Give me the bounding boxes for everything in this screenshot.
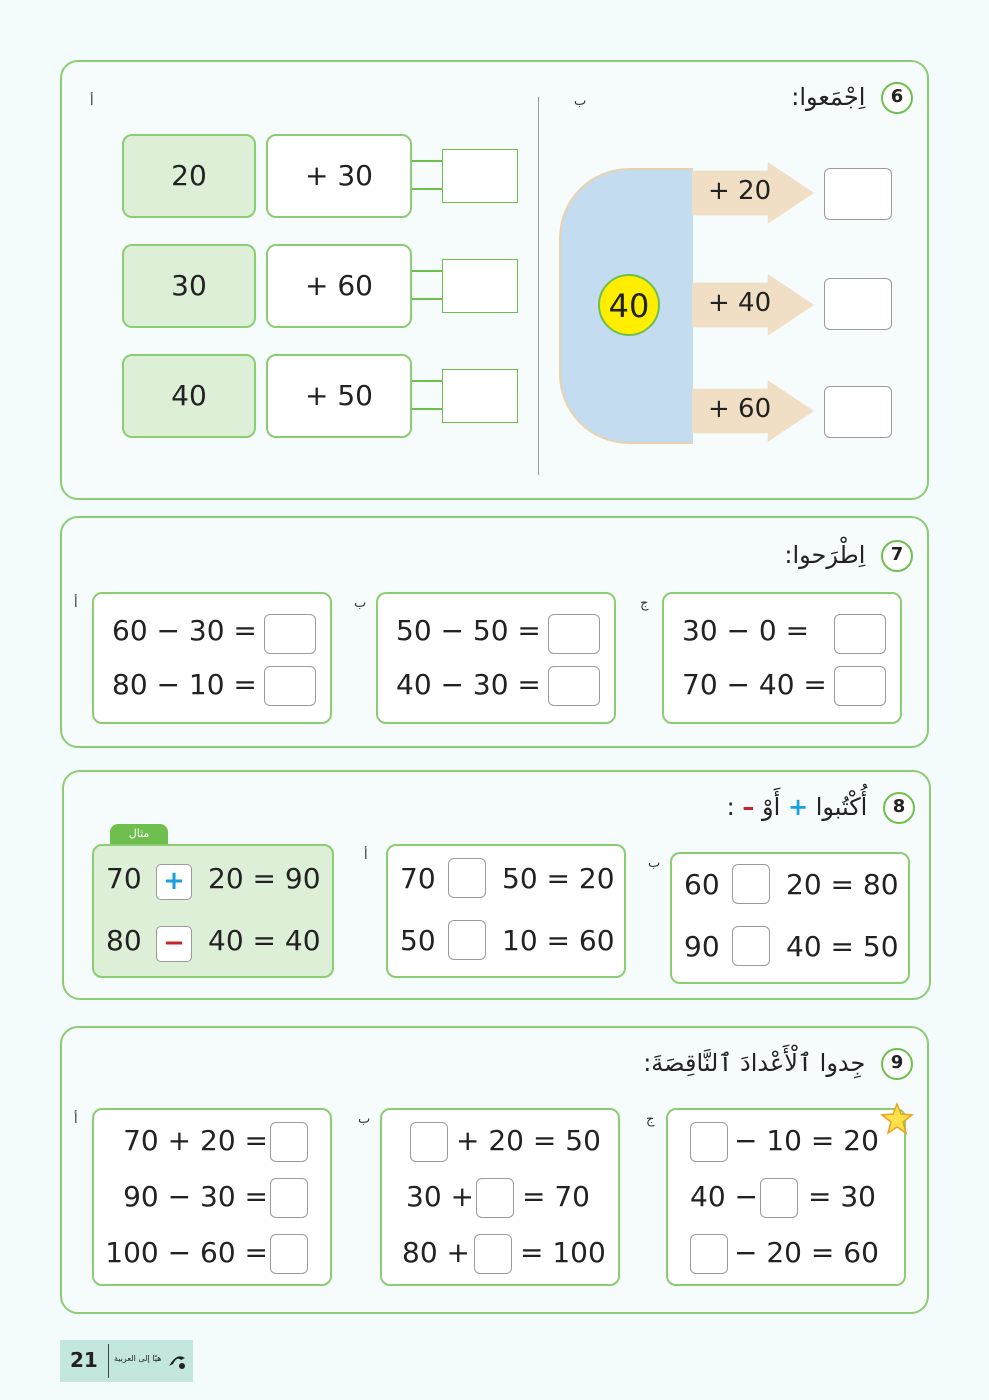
right-part: 50 = 20: [502, 862, 615, 895]
answer-box[interactable]: [410, 1122, 448, 1162]
star-icon: [880, 1102, 914, 1136]
q6-second-number: + 60: [266, 244, 412, 328]
equation: 100 − 60 =: [105, 1236, 268, 1269]
q9-tag-b: ب: [358, 1112, 371, 1127]
answer-box[interactable]: [264, 666, 316, 706]
q8-plus-sign: +: [787, 793, 809, 821]
brand-logo-icon: [166, 1350, 188, 1372]
answer-box[interactable]: [834, 666, 886, 706]
q7-tag-c: ج: [640, 596, 649, 611]
example-label: مثال: [110, 824, 168, 844]
left-number: 70: [400, 862, 436, 895]
q8-group-a: [386, 844, 626, 978]
q8-example-box: [92, 844, 334, 978]
section-8: [62, 770, 931, 1000]
q6-answer-box[interactable]: [442, 369, 518, 423]
example-op-minus: −: [156, 926, 192, 962]
arrow-label: + 20: [708, 176, 772, 206]
operator-box[interactable]: [732, 864, 770, 904]
right-part: 20 = 80: [786, 868, 899, 901]
answer-box[interactable]: [834, 614, 886, 654]
section-6: [60, 60, 929, 500]
answer-box[interactable]: [474, 1234, 512, 1274]
example-right: 20 = 90: [208, 862, 321, 895]
connector: [412, 160, 442, 190]
arrow-label: + 60: [708, 394, 772, 424]
equation-after: − 20 = 60: [734, 1236, 879, 1269]
q7-title: [784, 540, 913, 572]
q8-minus-sign: –: [742, 793, 755, 821]
right-part: 40 = 50: [786, 930, 899, 963]
equation-after: + 20 = 50: [456, 1124, 601, 1157]
equation: 30 − 0 =: [682, 614, 810, 647]
divider: [538, 97, 539, 475]
answer-box[interactable]: [270, 1178, 308, 1218]
answer-box[interactable]: [548, 666, 600, 706]
example-left: 70: [106, 862, 142, 895]
q6-first-number: 20: [122, 134, 256, 218]
q6-second-number: + 30: [266, 134, 412, 218]
section-9: [60, 1026, 929, 1314]
q6-right-answer-box[interactable]: [824, 278, 892, 330]
equation-before: 40 −: [690, 1180, 758, 1213]
equation-after: = 70: [522, 1180, 590, 1213]
q9-title-text: جِدوا ٱلْأَعْدادَ ٱلنَّاقِصَةَ:: [643, 1049, 866, 1077]
equation-after: = 30: [808, 1180, 876, 1213]
answer-box[interactable]: [264, 614, 316, 654]
q9-number: 9: [881, 1048, 913, 1080]
q8-colon: :: [726, 793, 735, 821]
footer-bar: [60, 1340, 193, 1382]
connector: [412, 270, 442, 300]
q7-group-c: [662, 592, 902, 724]
left-number: 90: [684, 930, 720, 963]
answer-box[interactable]: [270, 1234, 308, 1274]
section-7: [60, 516, 929, 748]
q6-number: 6: [881, 82, 913, 114]
equation-after: = 100: [520, 1236, 606, 1269]
q9-group-c: [666, 1108, 906, 1286]
q9-group-b: [380, 1108, 620, 1286]
left-number: 50: [400, 924, 436, 957]
q6-part-b-tag: ب: [574, 94, 587, 109]
q6-right-answer-box[interactable]: [824, 168, 892, 220]
q6-second-number: + 50: [266, 354, 412, 438]
answer-box[interactable]: [760, 1178, 798, 1218]
equation-before: 80 +: [402, 1236, 470, 1269]
q6-title-text: اِجْمَعوا:: [791, 83, 866, 111]
operator-box[interactable]: [448, 858, 486, 898]
brand-text: هيّا إلى العربية: [114, 1354, 162, 1363]
left-number: 60: [684, 868, 720, 901]
equation: 60 − 30 =: [112, 614, 257, 647]
q8-tag-b: ب: [648, 856, 661, 871]
page-number: 21: [70, 1348, 98, 1372]
operator-box[interactable]: [732, 926, 770, 966]
q6-part-a-tag: أ: [90, 94, 94, 109]
arrow-label: + 40: [708, 288, 772, 318]
q6-answer-box[interactable]: [442, 259, 518, 313]
q8-number: 8: [883, 792, 915, 824]
equation: 50 − 50 =: [396, 614, 541, 647]
q8-group-b: [670, 852, 910, 984]
q6-first-number: 40: [122, 354, 256, 438]
q7-tag-a: أ: [74, 596, 78, 611]
q6-title: [791, 82, 913, 114]
q6-answer-box[interactable]: [442, 149, 518, 203]
q8-title-start: أُكْتُبوا: [815, 793, 868, 821]
q8-or-word: أَوْ: [762, 793, 781, 821]
equation: 70 + 20 =: [123, 1124, 268, 1157]
right-part: 10 = 60: [502, 924, 615, 957]
example-right: 40 = 40: [208, 924, 321, 957]
q6-right-answer-box[interactable]: [824, 386, 892, 438]
equation: 80 − 10 =: [112, 668, 257, 701]
equation: 70 − 40 =: [682, 668, 827, 701]
operator-box[interactable]: [448, 920, 486, 960]
q8-title: [727, 792, 915, 824]
answer-box[interactable]: [476, 1178, 514, 1218]
q9-tag-a: أ: [74, 1112, 78, 1127]
q7-tag-b: ب: [354, 596, 367, 611]
q7-group-b: [376, 592, 616, 724]
center-number-circle: 40: [598, 274, 660, 336]
q7-group-a: [92, 592, 332, 724]
footer-divider: [108, 1344, 109, 1378]
q9-tag-c: ج: [646, 1112, 655, 1127]
equation: 40 − 30 =: [396, 668, 541, 701]
example-op-plus: +: [156, 864, 192, 900]
q6-first-number: 30: [122, 244, 256, 328]
example-left: 80: [106, 924, 142, 957]
answer-box[interactable]: [690, 1234, 728, 1274]
q8-tag-a: أ: [364, 848, 368, 863]
q7-number: 7: [881, 540, 913, 572]
answer-box[interactable]: [548, 614, 600, 654]
equation: 90 − 30 =: [123, 1180, 268, 1213]
q9-group-a: [92, 1108, 332, 1286]
q9-title: [643, 1048, 913, 1080]
connector: [412, 380, 442, 410]
answer-box[interactable]: [270, 1122, 308, 1162]
q7-title-text: اِطْرَحوا:: [784, 541, 866, 569]
equation-after: − 10 = 20: [734, 1124, 879, 1157]
answer-box[interactable]: [690, 1122, 728, 1162]
equation-before: 30 +: [406, 1180, 474, 1213]
